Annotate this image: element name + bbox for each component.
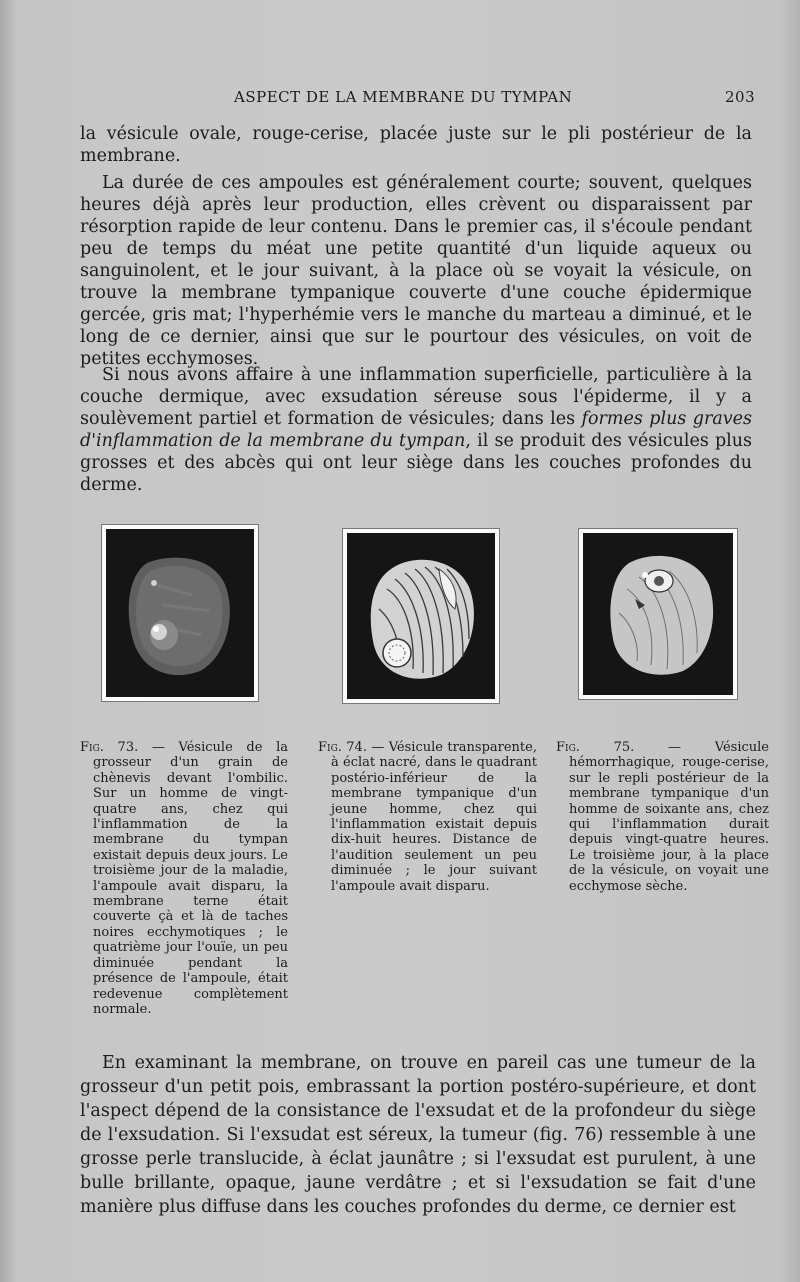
figure-73-caption xyxy=(80,740,288,1017)
figure-75-caption xyxy=(556,740,769,894)
paragraph-continuation: la vésicule ovale, rouge-cerise, placée juste sur le pli postérieur de la membrane. xyxy=(80,124,752,166)
page-number: 203 xyxy=(725,88,756,106)
caption-text: — Vésicule transparente, à éclat nacré, dans le quadrant postério-inférieur de la membrane tympanique d'un jeune homme, chez qui l'inflammation existait depuis dix-huit heures. Distance de l'audition seulement un peu diminuée ; le jour suivant l'ampoule avait disparu. xyxy=(331,740,537,894)
italic-term: formes plus graves d'inflammation de la membrane du tympan xyxy=(80,409,752,451)
running-head xyxy=(0,88,800,110)
paragraph-text: , il se produit des vésicules plus grosses et des abcès qui ont leur siège dans les couches profondes du derme. xyxy=(80,431,753,495)
paragraph-duration: La durée de ces ampoules est généralement courte; souvent, quelques heures déjà après leur production, elles crèvent ou disparaissent par résorption rapide de leur contenu. Dans le premier cas, il s'écoule pendant peu de temps du méat une petite quantité d'un liquide aqueux ou sanguinolent, et le jour suivant, à la place où se voyait la vésicule, on trouve la membrane tympanique couverte d'une couche épidermique gercée, gris mat; l'hyperhémie vers le manche du marteau a diminué, et le long de ce dernier, ainsi que sur le pourtour des vésicules, on voit de petites ecchymoses. xyxy=(80,173,752,369)
figure-73-illustration xyxy=(101,524,259,702)
paragraph-text: Si nous avons affaire à une inflammation superficielle, particulière à la couche dermique, avec exsudation séreuse sous l'épiderme, il y a soulèvement partiel et formation de vésicules; dans les xyxy=(80,365,752,429)
chapter-title: ASPECT DE LA MEMBRANE DU TYMPAN xyxy=(234,88,573,106)
caption-text: — Vésicule hémorrhagique, rouge-cerise, sur le repli postérieur de la membrane tympanique d'un homme de soixante ans, chez qui l'inflammation durait depuis vingt-quatre heures. Le troisième jour, à la place de la vésicule, on voyait une ecchymose sèche. xyxy=(569,740,769,894)
figure-label: Fig. 73. xyxy=(80,740,139,755)
paragraph-examination: En examinant la membrane, on trouve en pareil cas une tumeur de la grosseur d'un petit pois, embrassant la portion postéro-supérieure, et dont l'aspect dépend de la consistance de l'exsudat et de la profondeur du siège de l'exsudation. Si l'exsudat est séreux, la tumeur (fig. 76) ressemble à une grosse perle translucide, à éclat jaunâtre ; si l'exsudat est purulent, à une bulle brillante, opaque, jaune verdâtre ; et si l'exsudation se fait d'une manière plus diffuse dans les couches profondes du derme, ce dernier est xyxy=(80,1053,756,1217)
figure-label: Fig. 74. xyxy=(318,740,367,755)
figure-label: Fig. 75. xyxy=(556,740,635,755)
figure-74-caption xyxy=(318,740,537,894)
caption-text: — Vésicule de la grosseur d'un grain de chènevis devant l'ombilic. Sur un homme de vingt-quatre ans, chez qui l'inflammation de la membrane du tympan existait depuis deux jours. Le troisième jour de la maladie, l'ampoule avait disparu, la membrane terne était couverte çà et là de taches noires ecchymotiques ; le quatrième jour l'ouïe, un peu diminuée pendant la présence de l'ampoule, était redevenue complètement normale. xyxy=(93,740,288,1017)
figure-74-illustration xyxy=(342,528,500,704)
paragraph-inflammation xyxy=(80,364,752,496)
figure-75-illustration xyxy=(578,528,738,700)
